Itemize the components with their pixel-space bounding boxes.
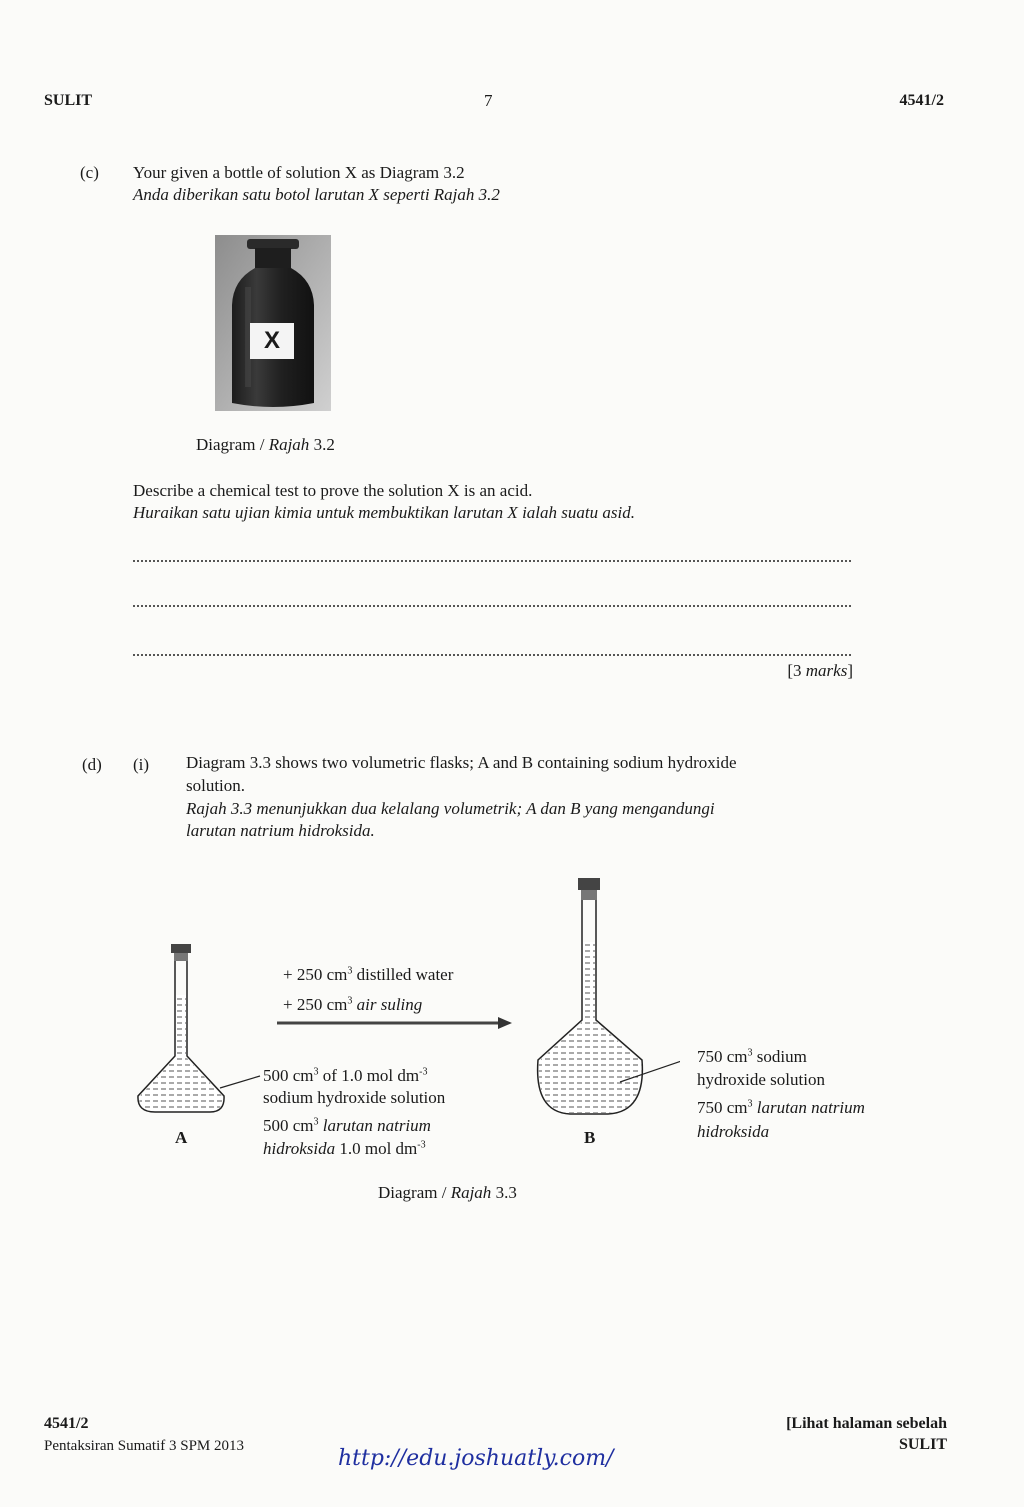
diagram-3-3-caption: Diagram / Rajah 3.3 [378,1183,517,1202]
question-d-text-ms-1: Rajah 3.3 menunjukkan dua kelalang volumetrik; A dan B yang mengandungi [186,799,715,818]
flask-b-label-ms-1: 750 $cm^3$ larutan natrium [697,1098,865,1117]
question-c-task-en: Describe a chemical test to prove the solution X is an acid. [133,481,533,500]
answer-line-3[interactable] [133,654,851,656]
flask-a [138,944,224,1112]
page-number: 7 [484,91,493,110]
footer-exam-name: Pentaksiran Sumatif 3 SPM 2013 [44,1438,245,1454]
flask-a-label: A [175,1128,188,1147]
question-d-text-en-2: solution. [186,776,246,795]
question-c-task-ms: Huraikan satu ujian kimia untuk membuktikan larutan X ialah suatu asid. [133,503,635,522]
flask-a-label-ms-1: 500 $cm^3$ larutan natrium [263,1116,431,1135]
answer-line-2[interactable] [133,605,851,607]
bottle-label-x: X [250,323,294,359]
flask-b-label: B [584,1128,596,1147]
answer-line-1[interactable] [133,560,851,562]
question-c-text-en: Your given a bottle of solution X as Diagram 3.2 [133,163,465,182]
flask-b-label-en-2: hydroxide solution [697,1070,825,1089]
flask-a-pointer [220,1076,260,1088]
header-sulit: SULIT [44,92,93,109]
footer-paper-code: 4541/2 [44,1415,89,1432]
flask-a-label-en-1: 500 $cm^3$ of 1.0 mol $dm^{-3}$ [263,1066,428,1085]
flask-b [538,878,643,1114]
question-d-label: (d) [82,755,102,774]
addition-arrow [277,1017,512,1029]
question-d-text-ms-2: larutan natrium hidroksida. [186,821,375,840]
header-paper-code: 4541/2 [899,92,944,109]
arrow-label-en: + 250 $cm^3$ distilled water [283,965,454,984]
footer-url-link[interactable]: http://edu.joshuatly.com/ [338,1446,614,1471]
footer-next-page: [Lihat halaman sebelah [786,1415,947,1432]
flask-a-label-ms-2: hidroksida 1.0 mol $dm^{-3}$ [263,1139,426,1158]
flask-b-label-en-1: 750 $cm^3$ sodium [697,1047,807,1066]
flask-b-label-ms-2: hidroksida [697,1122,770,1141]
question-c-label: (c) [80,163,99,182]
question-c-text-ms: Anda diberikan satu botol larutan X seperti Rajah 3.2 [133,185,500,204]
footer-sulit: SULIT [898,1436,947,1453]
question-d-sub-label: (i) [133,755,150,774]
question-d-text-en-1: Diagram 3.3 shows two volumetric flasks; A and B containing sodium hydroxide [186,753,737,772]
arrow-label-ms: + 250 $cm^3$ air suling [283,995,423,1014]
marks-indicator: [3 marks] [787,661,853,680]
diagram-3-2-caption: Diagram / Rajah 3.2 [196,435,335,454]
bottle-photo [215,235,331,411]
flask-a-label-en-2: sodium hydroxide solution [263,1088,446,1107]
